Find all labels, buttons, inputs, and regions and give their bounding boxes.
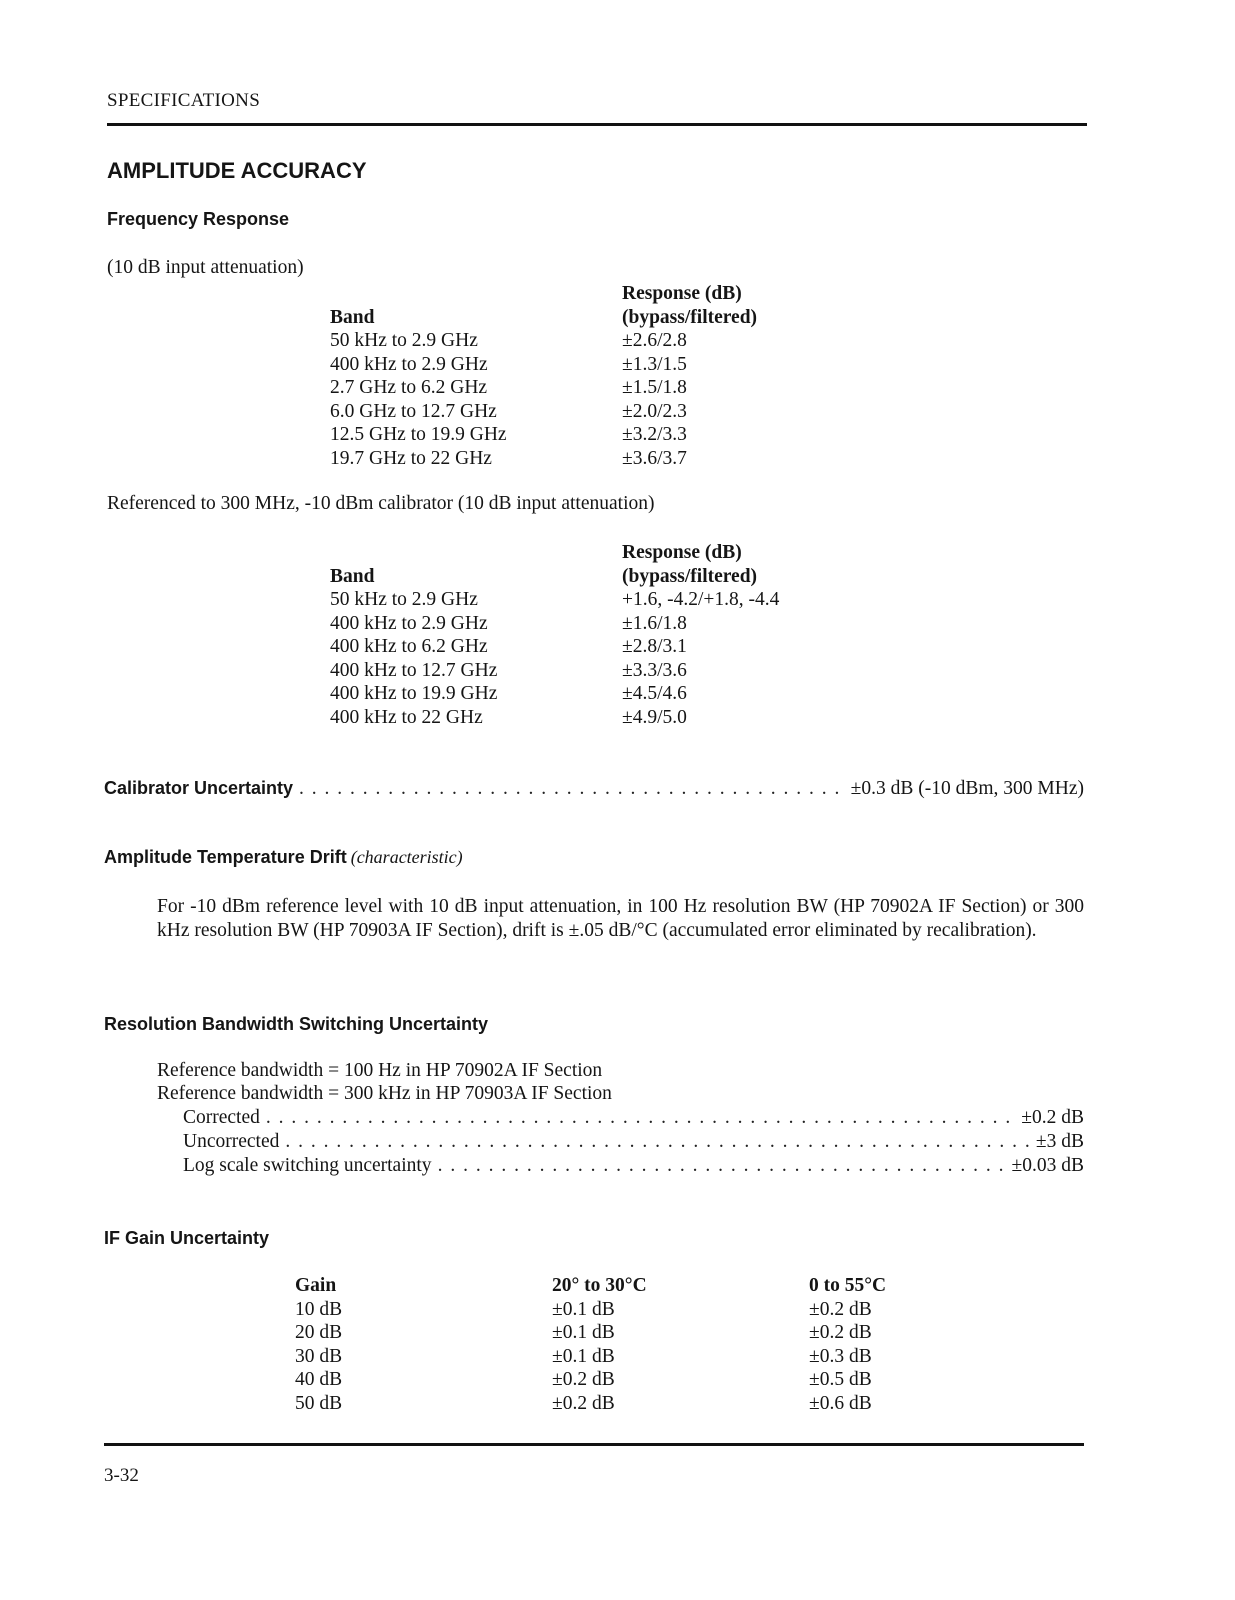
response-cell: ±3.3/3.6 bbox=[622, 659, 687, 681]
table-row bbox=[330, 706, 850, 730]
gain-cell: 10 dB bbox=[295, 1298, 343, 1320]
gain-cell: 40 dB bbox=[295, 1369, 343, 1390]
temperature-drift-text: For -10 dBm reference level with 10 dB input attenuation, in 100 Hz resolution BW (HP 70902A IF Section) or 300 kHz resolution BW (HP 70903A IF Section), drift is ±.05 dB/°C (accumulated error eliminated by recalibration). bbox=[157, 896, 1084, 941]
header-0-55c: 0 to 55°C bbox=[809, 1275, 887, 1296]
table-row bbox=[330, 376, 850, 400]
table-row bbox=[295, 1321, 935, 1345]
temperature-drift-heading: Amplitude Temperature Drift bbox=[104, 847, 347, 867]
rbw-item-label: Uncorrected bbox=[183, 1131, 280, 1152]
temperature-drift-heading-line bbox=[104, 847, 463, 868]
table-header-bypass: (bypass/filtered) bbox=[622, 565, 758, 587]
response-cell: ±1.5/1.8 bbox=[622, 377, 687, 398]
if-gain-table bbox=[295, 1274, 935, 1415]
uncertainty-cell: ±0.3 dB bbox=[809, 1345, 872, 1367]
rbw-item-log-scale bbox=[183, 1154, 1084, 1178]
table-row bbox=[330, 588, 850, 612]
table-header-bypass: (bypass/filtered) bbox=[622, 306, 758, 328]
table-row bbox=[330, 400, 850, 424]
rbw-item-value: ±3 dB bbox=[1035, 1131, 1084, 1152]
calibrator-uncertainty-value: ±0.3 dB (-10 dBm, 300 MHz) bbox=[850, 778, 1084, 799]
rbw-switching-heading: Resolution Bandwidth Switching Uncertainty bbox=[104, 1014, 489, 1034]
uncertainty-cell: ±0.2 dB bbox=[809, 1322, 872, 1343]
rbw-item-label: Log scale switching uncertainty bbox=[183, 1155, 432, 1176]
footer-rule bbox=[104, 1443, 1084, 1446]
table-row bbox=[330, 447, 850, 471]
header-rule bbox=[107, 123, 1087, 126]
table-row bbox=[330, 635, 850, 659]
table-row bbox=[330, 423, 850, 447]
referenced-note: Referenced to 300 MHz, -10 dBm calibrator (10 dB input attenuation) bbox=[107, 493, 655, 514]
table-row bbox=[295, 1345, 935, 1369]
gain-cell: 50 dB bbox=[295, 1392, 343, 1414]
band-cell: 2.7 GHz to 6.2 GHz bbox=[330, 377, 488, 398]
response-cell: ±3.6/3.7 bbox=[622, 447, 687, 469]
uncertainty-cell: ±0.1 dB bbox=[552, 1322, 615, 1343]
frequency-response-table bbox=[330, 282, 850, 470]
table-row bbox=[330, 612, 850, 636]
response-cell: ±4.5/4.6 bbox=[622, 683, 687, 704]
page-title: AMPLITUDE ACCURACY bbox=[107, 158, 367, 183]
response-cell: ±2.6/2.8 bbox=[622, 330, 687, 351]
uncertainty-cell: ±0.2 dB bbox=[809, 1298, 872, 1320]
table-header-band: Band bbox=[330, 306, 375, 328]
band-cell: 400 kHz to 2.9 GHz bbox=[330, 353, 488, 375]
calibrator-uncertainty-line bbox=[104, 776, 1084, 801]
table-row bbox=[330, 659, 850, 683]
header-20-30c: 20° to 30°C bbox=[552, 1275, 647, 1296]
page-number: 3-32 bbox=[104, 1465, 139, 1486]
dot-leader bbox=[285, 1130, 1030, 1154]
response-cell: ±2.8/3.1 bbox=[622, 636, 687, 657]
uncertainty-cell: ±0.6 dB bbox=[809, 1392, 872, 1414]
frequency-response-heading: Frequency Response bbox=[107, 209, 290, 229]
band-cell: 6.0 GHz to 12.7 GHz bbox=[330, 400, 497, 422]
table-header-row bbox=[295, 1274, 935, 1298]
table-row bbox=[295, 1298, 935, 1322]
band-cell: 50 kHz to 2.9 GHz bbox=[330, 330, 478, 351]
band-cell: 12.5 GHz to 19.9 GHz bbox=[330, 424, 507, 445]
rbw-item-label: Corrected bbox=[183, 1107, 260, 1128]
uncertainty-cell: ±0.1 dB bbox=[552, 1298, 615, 1320]
if-gain-heading: IF Gain Uncertainty bbox=[104, 1228, 270, 1248]
uncertainty-cell: ±0.2 dB bbox=[552, 1392, 615, 1414]
rbw-reference-2: Reference bandwidth = 300 kHz in HP 70903A IF Section bbox=[157, 1083, 612, 1104]
table-row bbox=[330, 353, 850, 377]
section-header: SPECIFICATIONS bbox=[107, 90, 261, 111]
band-cell: 400 kHz to 12.7 GHz bbox=[330, 659, 498, 681]
table-header-response: Response (dB) bbox=[622, 283, 742, 304]
rbw-item-uncorrected bbox=[183, 1130, 1084, 1154]
response-cell: ±1.6/1.8 bbox=[622, 612, 687, 634]
calibrator-uncertainty-label: Calibrator Uncertainty bbox=[104, 778, 294, 798]
uncertainty-cell: ±0.2 dB bbox=[552, 1369, 615, 1390]
response-cell: ±2.0/2.3 bbox=[622, 400, 687, 422]
response-cell: ±4.9/5.0 bbox=[622, 706, 687, 728]
referenced-response-table bbox=[330, 541, 850, 729]
rbw-reference-1: Reference bandwidth = 100 Hz in HP 70902A IF Section bbox=[157, 1060, 603, 1081]
header-gain: Gain bbox=[295, 1275, 337, 1296]
gain-cell: 20 dB bbox=[295, 1322, 343, 1343]
response-cell: ±3.2/3.3 bbox=[622, 424, 687, 445]
response-cell: +1.6, -4.2/+1.8, -4.4 bbox=[622, 589, 780, 610]
temperature-drift-qualifier: (characteristic) bbox=[350, 847, 463, 867]
band-cell: 400 kHz to 6.2 GHz bbox=[330, 636, 488, 657]
uncertainty-cell: ±0.5 dB bbox=[809, 1369, 872, 1390]
band-cell: 19.7 GHz to 22 GHz bbox=[330, 447, 492, 469]
dot-leader bbox=[438, 1154, 1006, 1178]
table-row bbox=[330, 329, 850, 353]
band-cell: 400 kHz to 19.9 GHz bbox=[330, 683, 498, 704]
table-header-response: Response (dB) bbox=[622, 542, 742, 563]
table-row bbox=[295, 1368, 935, 1392]
rbw-item-value: ±0.2 dB bbox=[1021, 1107, 1084, 1128]
table-row bbox=[295, 1392, 935, 1416]
band-cell: 400 kHz to 22 GHz bbox=[330, 706, 483, 728]
rbw-item-value: ±0.03 dB bbox=[1011, 1155, 1084, 1176]
response-cell: ±1.3/1.5 bbox=[622, 353, 687, 375]
frequency-response-note: (10 dB input attenuation) bbox=[107, 257, 304, 278]
table-row bbox=[330, 682, 850, 706]
band-cell: 50 kHz to 2.9 GHz bbox=[330, 589, 478, 610]
dot-leader bbox=[266, 1106, 1015, 1130]
band-cell: 400 kHz to 2.9 GHz bbox=[330, 612, 488, 634]
rbw-item-corrected bbox=[183, 1106, 1084, 1130]
table-header-band: Band bbox=[330, 565, 375, 587]
uncertainty-cell: ±0.1 dB bbox=[552, 1345, 615, 1367]
gain-cell: 30 dB bbox=[295, 1345, 343, 1367]
dot-leader bbox=[299, 777, 845, 801]
